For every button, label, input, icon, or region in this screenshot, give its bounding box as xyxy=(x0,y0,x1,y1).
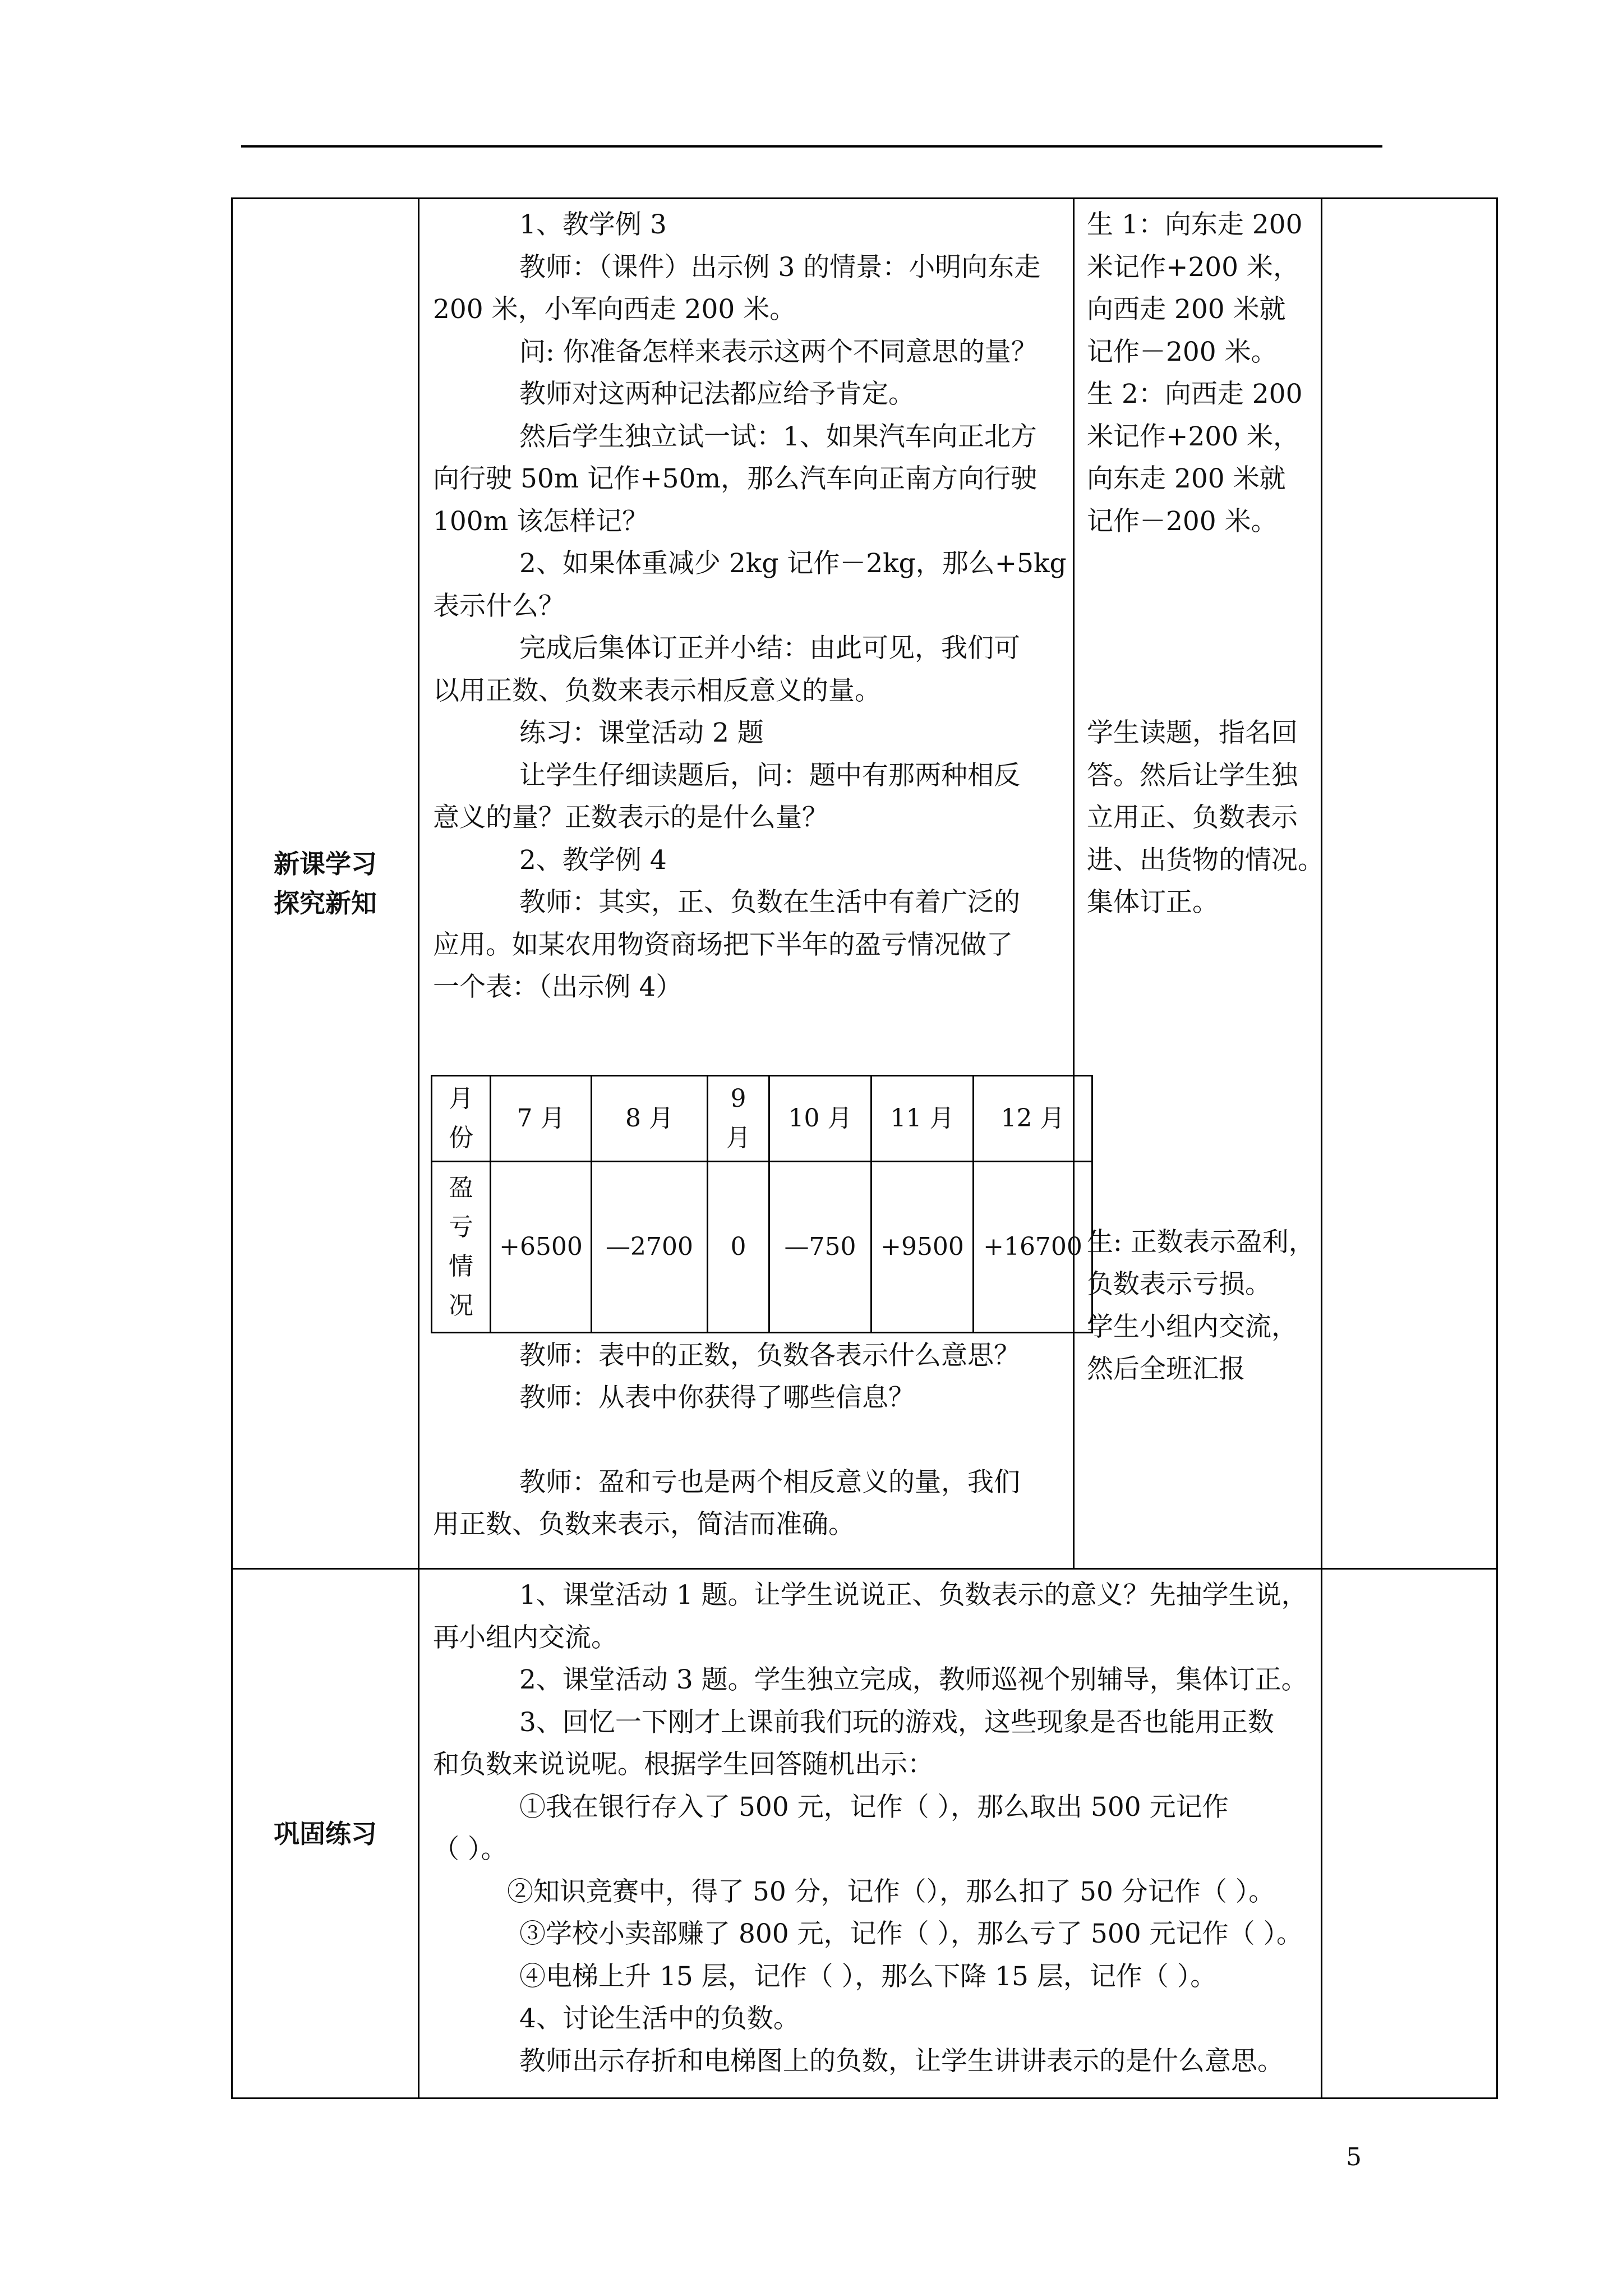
month-row xyxy=(432,1075,1092,1161)
text-line: 再小组内交流。 xyxy=(433,1622,617,1653)
month-cell: 11 月 xyxy=(872,1075,974,1161)
text-line: 2、教学例 4 xyxy=(519,844,667,876)
section-label-line: 新课学习 xyxy=(274,849,377,879)
section-label-line: 探究新知 xyxy=(274,888,377,918)
text-line: 向行驶 50m 记作+50m，那么汽车向正南方向行驶 xyxy=(433,463,1038,494)
text-line: 米记作+200 米， xyxy=(1087,251,1300,283)
text-line: 教师出示存折和电梯图上的负数，让学生讲讲表示的是什么意思。 xyxy=(519,2045,1284,2077)
text-line: 向西走 200 米就 xyxy=(1087,294,1286,325)
notes-cell xyxy=(1322,1569,1497,2099)
text-line: 教师：（课件）出示例 3 的情景：小明向东走 xyxy=(519,251,1041,283)
cell-line: 月 xyxy=(726,1123,751,1152)
text-line: 生: 正数表示盈利， xyxy=(1087,1226,1315,1258)
text-line: 集体订正。 xyxy=(1087,887,1219,918)
section-label-practice: 巩固练习 xyxy=(232,1569,419,2099)
value-cell: +6500 xyxy=(491,1161,592,1332)
text-line: 教师：从表中你获得了哪些信息？ xyxy=(519,1382,915,1413)
month-cell: 10 月 xyxy=(769,1075,872,1161)
month-cell: 8 月 xyxy=(592,1075,708,1161)
profit-loss-row xyxy=(432,1161,1092,1332)
text-line: 生 2：向西走 200 xyxy=(1087,379,1303,409)
section-row-practice xyxy=(232,1569,1497,2099)
text-line: 1、课堂活动 1 题。让学生说说正、负数表示的意义？先抽学生说， xyxy=(519,1580,1308,1611)
text-line: 记作－200 米。 xyxy=(1087,505,1278,537)
text-line: 教师对这两种记法都应给予肯定。 xyxy=(519,379,915,409)
value-cell: —2700 xyxy=(592,1161,708,1332)
text-line: 应用。如某农用物资商场把下半年的盈亏情况做了 xyxy=(433,929,1013,960)
month-header-cell xyxy=(432,1075,491,1161)
text-line xyxy=(433,1419,1067,1461)
teaching-text-bottom xyxy=(419,1333,1073,1546)
teaching-process-cell xyxy=(419,199,1082,1569)
header-rule xyxy=(241,145,1382,148)
practice-content-cell xyxy=(419,1569,1322,2099)
month-cell xyxy=(708,1075,769,1161)
text-line: 立用正、负数表示 xyxy=(1087,802,1298,833)
profit-loss-table xyxy=(431,1075,1093,1333)
text-line: 以用正数、负数来表示相反意义的量。 xyxy=(433,675,881,706)
text-line: 问: 你准备怎样来表示这两个不同意思的量？ xyxy=(519,336,1038,367)
cell-line: 盈 xyxy=(449,1173,473,1202)
text-line: 3、回忆一下刚才上课前我们玩的游戏，这些现象是否也能用正数 xyxy=(519,1706,1274,1738)
text-line: 让学生仔细读题后，问：题中有那两种相反 xyxy=(519,760,1020,791)
notes-cell xyxy=(1322,199,1497,1569)
text-line: 2、课堂活动 3 题。学生独立完成，教师巡视个别辅导，集体订正。 xyxy=(519,1664,1308,1695)
section-label-new-lesson xyxy=(232,199,419,1569)
text-line: 学生读题，指名回 xyxy=(1087,717,1298,748)
text-line: 2、如果体重减少 2kg 记作－2kg，那么+5kg xyxy=(519,548,1067,579)
month-cell: 7 月 xyxy=(491,1075,592,1161)
text-line: 向东走 200 米就 xyxy=(1087,463,1286,494)
section-row-new-lesson xyxy=(232,199,1497,1569)
practice-text xyxy=(419,1570,1321,2082)
text-line: （ ）。 xyxy=(433,1834,508,1865)
text-line: 1、教学例 3 xyxy=(519,209,667,240)
text-line: 教师：表中的正数，负数各表示什么意思？ xyxy=(519,1340,1020,1371)
text-line: 用正数、负数来表示，简洁而准确。 xyxy=(433,1509,855,1540)
value-cell: —750 xyxy=(769,1161,872,1332)
cell-line: 亏 xyxy=(449,1212,473,1241)
text-line: ③学校小卖部赚了 800 元，记作（ ），那么亏了 500 元记作（ ）。 xyxy=(519,1918,1303,1949)
text-line: 教师：其实，正、负数在生活中有着广泛的 xyxy=(519,887,1020,918)
cell-line: 份 xyxy=(449,1123,473,1152)
text-line: 一个表：（出示例 4） xyxy=(433,972,683,1002)
text-line: 进、出货物的情况。 xyxy=(1087,844,1324,876)
text-line: 教师：盈和亏也是两个相反意义的量，我们 xyxy=(519,1466,1020,1498)
page-number: 5 xyxy=(1346,2143,1362,2171)
text-line: 200 米，小军向西走 200 米。 xyxy=(433,294,796,325)
text-line: 负数表示亏损。 xyxy=(1087,1269,1271,1300)
text-line: 米记作+200 米， xyxy=(1087,421,1300,452)
text-line: 完成后集体订正并小结：由此可见，我们可 xyxy=(519,633,1020,664)
text-line: 记作－200 米。 xyxy=(1087,336,1278,367)
text-line: 然后学生独立试一试：1、如果汽车向正北方 xyxy=(519,421,1037,452)
cell-line: 月 xyxy=(449,1084,473,1113)
text-line: ②知识竞赛中，得了 50 分，记作（），那么扣了 50 分记作（ ）。 xyxy=(507,1876,1275,1907)
value-cell: 0 xyxy=(708,1161,769,1332)
student-response-block xyxy=(1075,199,1324,1391)
text-line: 学生小组内交流， xyxy=(1087,1311,1298,1342)
month-cell: 12 月 xyxy=(974,1075,1092,1161)
cell-line: 情 xyxy=(449,1251,473,1281)
text-line: 4、讨论生活中的负数。 xyxy=(519,2003,800,2034)
value-cell: +16700 xyxy=(974,1161,1092,1332)
student-response-cell xyxy=(1074,199,1322,1569)
text-line: ①我在银行存入了 500 元，记作（ ），那么取出 500 元记作 xyxy=(519,1791,1229,1823)
text-line: 100m 该怎样记？ xyxy=(433,505,649,537)
text-line: 然后全班汇报 xyxy=(1087,1354,1245,1384)
cell-line: 9 xyxy=(730,1084,746,1113)
text-line: 和负数来说说呢。根据学生回答随机出示： xyxy=(433,1749,934,1780)
lesson-plan-table xyxy=(231,197,1498,2099)
value-cell: +9500 xyxy=(872,1161,974,1332)
text-line: 意义的量？正数表示的是什么量？ xyxy=(433,802,828,833)
text-line: 练习：课堂活动 2 题 xyxy=(519,717,764,748)
teaching-text-top xyxy=(419,199,1073,1009)
text-line: 表示什么？ xyxy=(433,590,565,622)
text-line: ④电梯上升 15 层，记作（ ），那么下降 15 层，记作（ ）。 xyxy=(519,1961,1217,1992)
cell-line: 况 xyxy=(449,1291,473,1320)
text-line: 生 1：向东走 200 xyxy=(1087,209,1303,240)
profit-loss-header-cell xyxy=(432,1161,491,1332)
text-line: 答。然后让学生独 xyxy=(1087,760,1298,791)
